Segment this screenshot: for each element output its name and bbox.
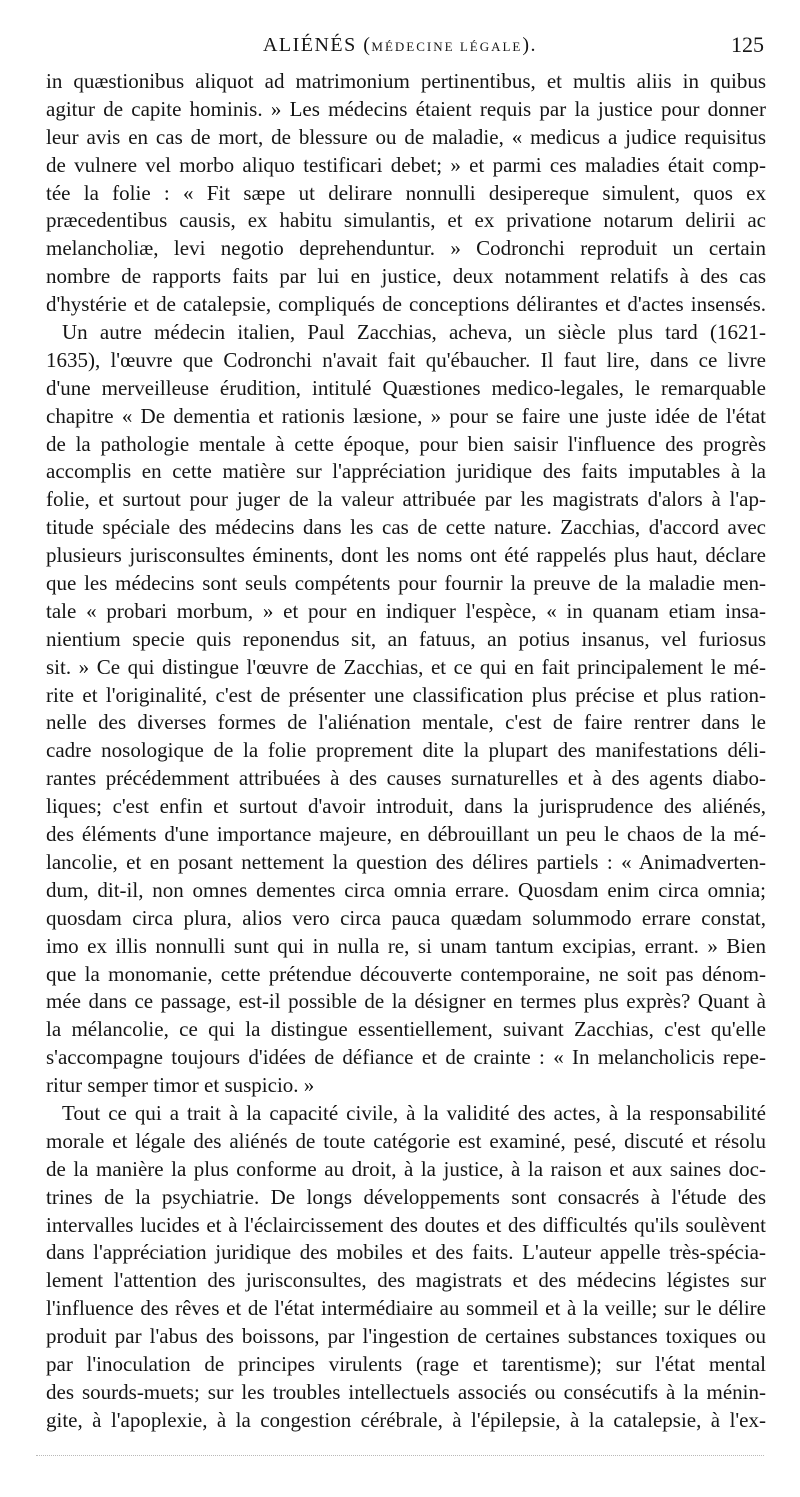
text-line: mée dans ce passage, est-il possible de la désigner en termes plus exprès? Quant à <box>46 989 766 1014</box>
body-text <box>46 68 766 1435</box>
text-line: 1635), l'œuvre que Codronchi n'avait fait qu'ébaucher. Il faut lire, dans ce livre <box>46 347 766 372</box>
running-title-main: ALIÉNÉS ( <box>262 34 372 56</box>
text-line: accomplis en cette matière sur l'appréciation juridique des faits imputables à la <box>46 459 766 484</box>
text-line: liques; c'est enfin et surtout d'avoir introduit, dans la jurisprudence des aliénés, <box>46 794 766 819</box>
paragraph-first-line: Tout ce qui a trait à la capacité civile, à la validité des actes, à la responsabilité <box>62 1100 766 1125</box>
text-line: par l'inoculation de principes virulents (rage et tarentisme); sur l'état mental <box>46 1351 766 1376</box>
text-line: intervalles lucides et à l'éclaircissement des doutes et des difficultés qu'ils soulèvent <box>46 1212 766 1237</box>
text-line: morale et légale des aliénés de toute catégorie est examiné, pesé, discuté et résolu <box>46 1128 766 1153</box>
text-line: lancolie, et en posant nettement la question des délires partiels : « Animadverten- <box>46 849 766 874</box>
text-line: tale « probari morbum, » et pour en indiquer l'espèce, « in quanam etiam insa- <box>46 598 766 623</box>
text-line: cadre nosologique de la folie proprement dite la plupart des manifestations déli- <box>46 738 766 763</box>
running-title-subtitle: MÉDECINE LÉGALE <box>371 39 523 54</box>
text-line: nientium specie quis reponendus sit, an fatuus, an potius insanus, vel furiosus <box>46 626 766 651</box>
text-line: dans l'appréciation juridique des mobiles et des faits. L'auteur appelle très-spécia- <box>46 1240 766 1265</box>
text-line: trines de la psychiatrie. De longs développements sont consacrés à l'étude des <box>46 1184 766 1209</box>
text-line: sit. » Ce qui distingue l'œuvre de Zacchias, et ce qui en fait principalement le mé- <box>46 654 766 679</box>
text-line: des éléments d'une importance majeure, en débrouillant un peu le chaos de la mé- <box>46 822 766 847</box>
text-line: melancholiæ, levi negotio deprehenduntur. » Codronchi reproduit un certain <box>46 236 766 261</box>
text-line: des sourds-muets; sur les troubles intellectuels associés ou consécutifs à la ménin- <box>46 1379 766 1404</box>
text-line: lement l'attention des jurisconsultes, des magistrats et des médecins légistes sur <box>46 1268 766 1293</box>
text-line: præcedentibus causis, ex habitu simulantis, et ex privatione notarum delirii ac <box>46 208 766 233</box>
text-line: nelle des diverses formes de l'aliénation mentale, c'est de faire rentrer dans le <box>46 710 766 735</box>
text-line: titude spéciale des médecins dans les cas de cette nature. Zacchias, d'accord avec <box>46 515 766 540</box>
text-line: produit par l'abus des boissons, par l'ingestion de certaines substances toxiques ou <box>46 1324 766 1349</box>
text-line: s'accompagne toujours d'idées de défiance et de crainte : « In melancholicis repe- <box>46 1045 766 1070</box>
text-line: tée la folie : « Fit sæpe ut delirare nonnulli desipereque simulent, quos ex <box>46 180 766 205</box>
running-title-end: ). <box>522 34 538 56</box>
text-line: que la monomanie, cette prétendue découverte contemporaine, ne soit pas dénom- <box>46 961 766 986</box>
page-header <box>0 30 800 66</box>
text-line: de vulnere vel morbo aliquo testificari debet; » et parmi ces maladies était comp- <box>46 152 766 177</box>
running-title <box>0 34 800 57</box>
paragraph-first-line: Un autre médecin italien, Paul Zacchias, acheva, un siècle plus tard (1621- <box>62 320 766 345</box>
text-line: plusieurs jurisconsultes éminents, dont les noms ont été rappelés plus haut, déclare <box>46 543 766 568</box>
text-line: nombre de rapports faits par lui en justice, deux notamment relatifs à des cas <box>46 264 766 289</box>
text-line: agitur de capite hominis. » Les médecins étaient requis par la justice pour donner <box>46 96 766 121</box>
text-line: la mélancolie, ce qui la distingue essentiellement, suivant Zacchias, c'est qu'elle <box>46 1017 766 1042</box>
text-line: rantes précédemment attribuées à des causes surnaturelles et à des agents diabo- <box>46 766 766 791</box>
text-line: dum, dit-il, non omnes dementes circa omnia errare. Quosdam enim circa omnia; <box>46 877 766 902</box>
text-line: que les médecins sont seuls compétents pour fournir la preuve de la maladie men- <box>46 571 766 596</box>
text-line: folie, et surtout pour juger de la valeur attribuée par les magistrats d'alors à l'ap- <box>46 487 766 512</box>
text-line: chapitre « De dementia et rationis læsione, » pour se faire une juste idée de l'état <box>46 403 766 428</box>
text-line: d'une merveilleuse érudition, intitulé Quæstiones medico-legales, le remarquable <box>46 375 766 400</box>
text-line: gite, à l'apoplexie, à la congestion cérébrale, à l'épilepsie, à la catalepsie, à l'ex- <box>46 1407 766 1432</box>
text-line: quosdam circa plura, alios vero circa pauca quædam solummodo errare constat, <box>46 905 766 930</box>
paragraph-last-line: ritur semper timor et suspicio. » <box>46 1073 315 1098</box>
text-line: rite et l'originalité, c'est de présenter une classification plus précise et plus ration- <box>46 682 766 707</box>
text-line: de la pathologie mentale à cette époque, pour bien saisir l'influence des progrès <box>46 431 766 456</box>
text-line: l'influence des rêves et de l'état intermédiaire au sommeil et à la veille; sur le délire <box>46 1296 766 1321</box>
page-number: 125 <box>731 32 764 57</box>
text-line: de la manière la plus conforme au droit, à la justice, à la raison et aux saines doc- <box>46 1156 766 1181</box>
text-line: in quæstionibus aliquot ad matrimonium pertinentibus, et multis aliis in quibus <box>46 69 766 93</box>
text-line: leur avis en cas de mort, de blessure ou de maladie, « medicus a judice requisitus <box>46 124 766 149</box>
text-line: d'hystérie et de catalepsie, compliqués de conceptions délirantes et d'actes insensés. <box>46 292 766 317</box>
footer-divider <box>36 1455 764 1456</box>
text-line: imo ex illis nonnulli sunt qui in nulla re, si unam tantum excipias, errant. » Bien <box>46 933 766 958</box>
